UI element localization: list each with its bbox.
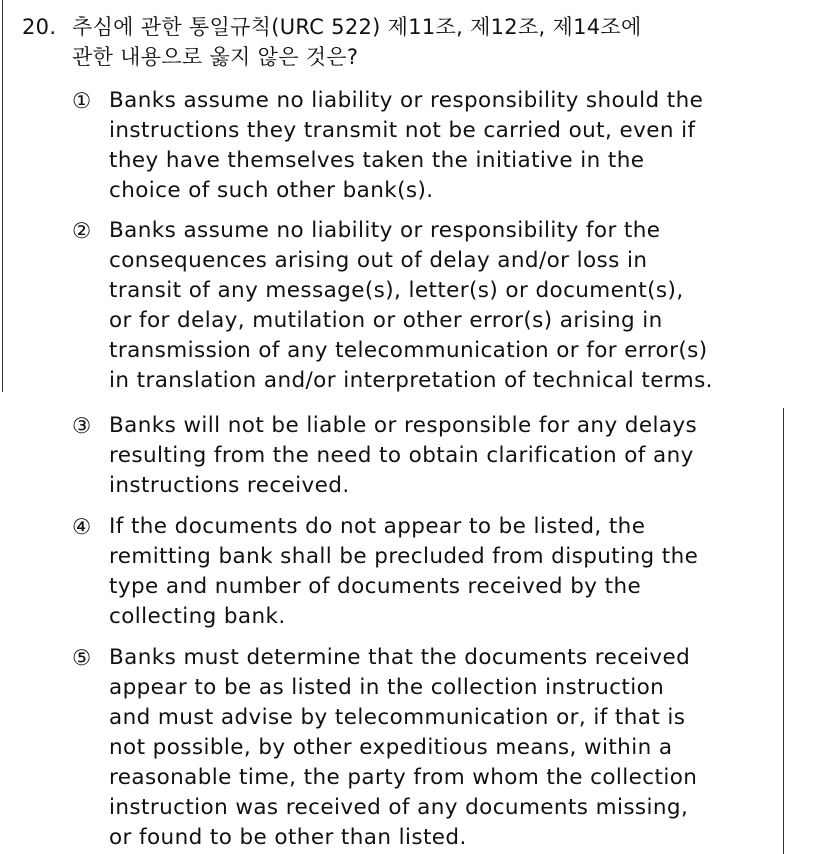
option-3[interactable] bbox=[72, 411, 782, 501]
option-2[interactable] bbox=[72, 216, 782, 396]
question bbox=[22, 12, 642, 72]
question-stem-line2: 관한 내용으로 옳지 않은 것은? bbox=[72, 45, 359, 69]
question-number: 20. bbox=[22, 15, 57, 39]
option-marker: ⑤ bbox=[72, 646, 92, 671]
option-text: Banks will not be liable or responsible for any delays resulting from the need to obtain clarification of any instructions received. bbox=[109, 413, 698, 498]
question-stem-line1: 추심에 관한 통일규칙(URC 522) 제11조, 제12조, 제14조에 bbox=[72, 15, 642, 39]
option-1[interactable] bbox=[72, 86, 782, 206]
option-text: Banks assume no liability or responsibility for the consequences arising out of delay and/or loss in transit of any message(s), letter(s) or document(s), or for delay, mutilation or other error(s) arising in transmission of any telecommunication or for error(s) in translation and/or interpretation of technical terms. bbox=[109, 218, 713, 393]
right-column-rule bbox=[783, 408, 784, 854]
option-4[interactable] bbox=[72, 512, 782, 632]
left-column-rule bbox=[2, 0, 3, 392]
option-text: If the documents do not appear to be listed, the remitting bank shall be precluded from disputing the type and number of documents received by the collecting bank. bbox=[109, 514, 699, 629]
option-marker: ② bbox=[72, 219, 92, 244]
option-marker: ③ bbox=[72, 414, 92, 439]
option-5[interactable] bbox=[72, 643, 782, 853]
option-text: Banks must determine that the documents received appear to be as listed in the collection instruction and must advise by telecommunication or, if that is not possible, by other expeditious means, within a reasonable time, the party from whom the collection instruction was received of any documents missing, or found to be other than listed. bbox=[109, 645, 698, 850]
option-text: Banks assume no liability or responsibility should the instructions they transmit not be carried out, even if they have themselves taken the initiative in the choice of such other bank(s). bbox=[109, 88, 704, 203]
option-marker: ④ bbox=[72, 515, 92, 540]
option-marker: ① bbox=[72, 89, 92, 114]
